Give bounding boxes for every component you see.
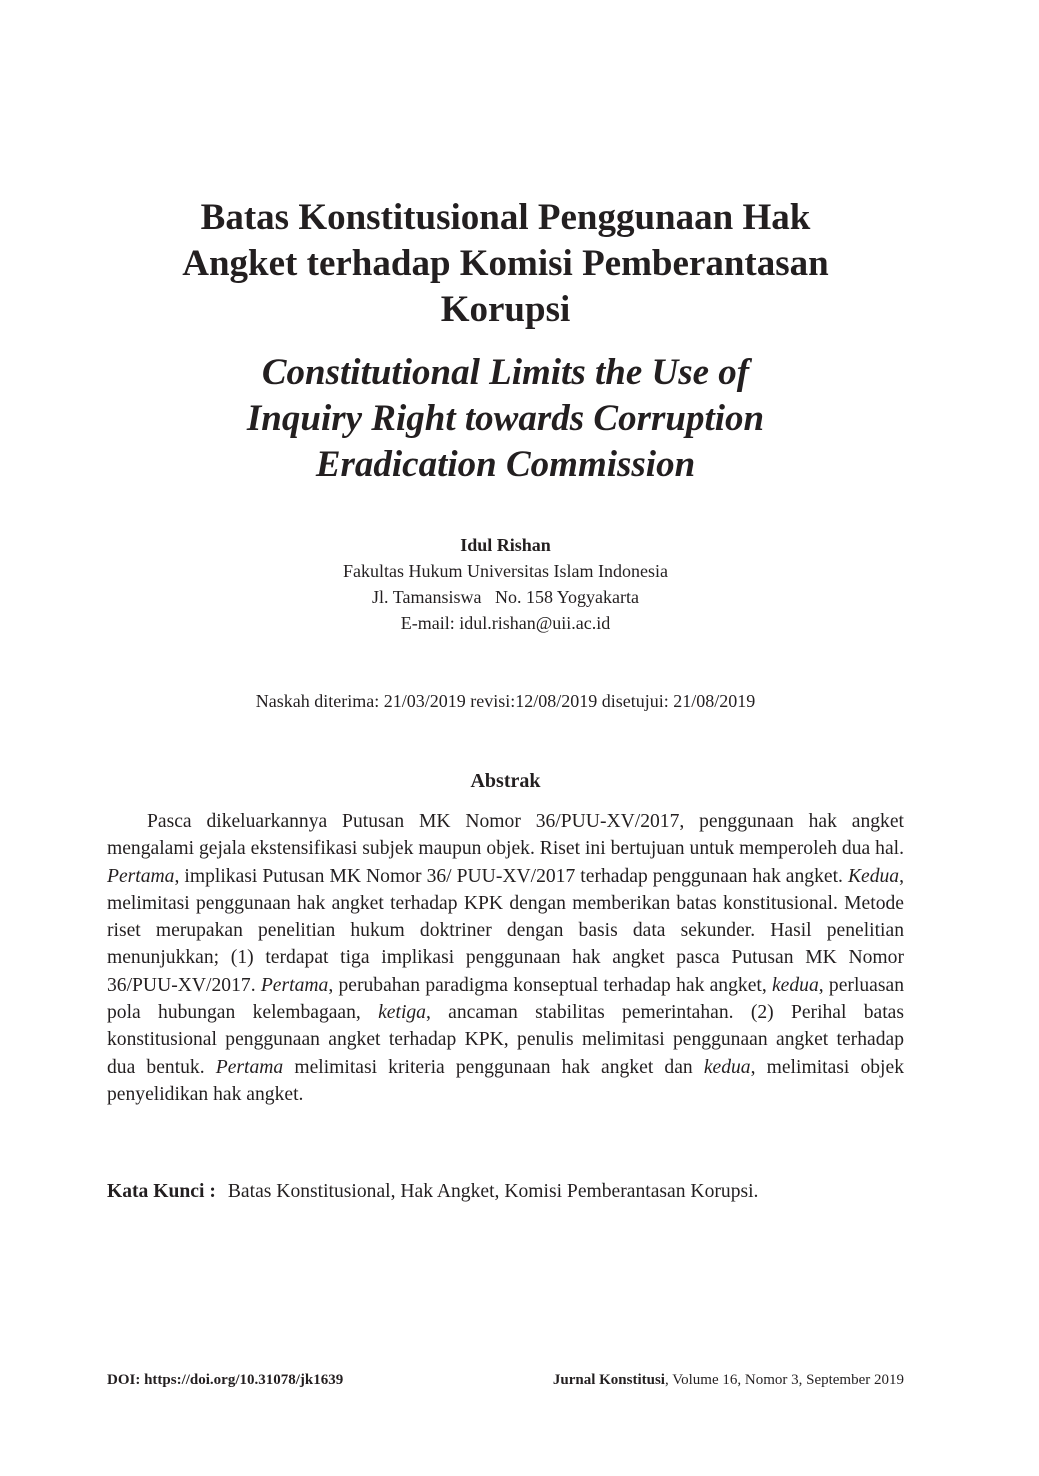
article-title-english	[107, 350, 904, 488]
abstract-text: , melimitasi penggunaan hak angket terhadap KPK dengan memberikan batas konstitusional. Metode riset merupakan penelitian hukum doktriner dengan basis data sekunder. Hasil penelitian menunjukkan; (1) terdapat tiga implikasi penggunaan hak angket pasca Putusan MK Nomor 36/PUU-XV/2017.	[107, 865, 904, 996]
author-institution: Fakultas Hukum Universitas Islam Indonesia	[343, 561, 668, 581]
abstract-text: , ancaman stabilitas pemerintahan. (2) Perihal batas konstitusional penggunaan angket terhadap KPK, penulis melimitasi penggunaan angket terhadap dua bentuk.	[107, 1002, 904, 1078]
submission-dates: Naskah diterima: 21/03/2019 revisi:12/08/2019 disetujui: 21/08/2019	[255, 691, 756, 711]
author-block	[107, 532, 904, 636]
page	[107, 0, 904, 1476]
abstract-text: , implikasi Putusan MK Nomor 36/ PUU-XV/2017 terhadap penggunaan hak angket.	[174, 865, 848, 887]
article-title	[107, 195, 904, 333]
keywords-label: Kata Kunci :	[107, 1181, 216, 1202]
title-line: Korupsi	[440, 289, 571, 330]
abstract-emphasis: Pertama	[107, 865, 175, 887]
abstract-emphasis: Pertama	[215, 1056, 284, 1078]
subtitle-line: Constitutional Limits the Use of	[261, 352, 750, 393]
abstract-emphasis: Pertama	[260, 974, 329, 996]
abstract-emphasis: Kedua	[847, 865, 900, 887]
author-name: Idul Rishan	[460, 535, 551, 555]
subtitle-line: Inquiry Right towards Corruption	[246, 398, 765, 439]
author-email: E-mail: idul.rishan@uii.ac.id	[400, 613, 611, 633]
abstract-paragraph	[107, 808, 904, 1108]
keywords-text: Batas Konstitusional, Hak Angket, Komisi Pemberantasan Korupsi.	[227, 1181, 759, 1202]
journal-name: Jurnal Konstitusi	[552, 1372, 665, 1388]
abstract-text: melimitasi kriteria penggunaan hak angket dan	[283, 1056, 704, 1078]
title-line: Batas Konstitusional Penggunaan Hak	[200, 197, 811, 238]
subtitle-line: Eradication Commission	[315, 444, 696, 485]
journal-issue: , Volume 16, Nomor 3, September 2019	[664, 1372, 904, 1388]
abstract-emphasis: ketiga	[378, 1002, 426, 1024]
abstract-text: , perluasan pola hubungan kelembagaan,	[107, 974, 904, 1024]
abstract-emphasis: kedua	[771, 974, 819, 996]
abstract-text: , perubahan paradigma konseptual terhadap hak angket,	[328, 974, 772, 996]
journal-citation	[553, 1369, 904, 1391]
abstract-text: Pasca dikeluarkannya Putusan MK Nomor 36/PUU-XV/2017, penggunaan hak angket mengalami gejala ekstensifikasi subjek maupun objek. Riset ini bertujuan untuk memperoleh dua hal.	[107, 811, 904, 860]
author-address: Jl. Tamansiswa No. 158 Yogyakarta	[372, 587, 639, 607]
abstract-heading: Abstrak	[470, 770, 541, 792]
abstract-text: , melimitasi objek penyelidikan hak angket.	[107, 1056, 904, 1105]
abstract-body	[107, 808, 904, 1108]
doi-link[interactable]: DOI: https://doi.org/10.31078/jk1639	[107, 1372, 344, 1388]
abstract-emphasis: kedua	[703, 1056, 751, 1078]
keywords	[107, 1178, 904, 1205]
title-line: Angket terhadap Komisi Pemberantasan	[182, 243, 829, 284]
